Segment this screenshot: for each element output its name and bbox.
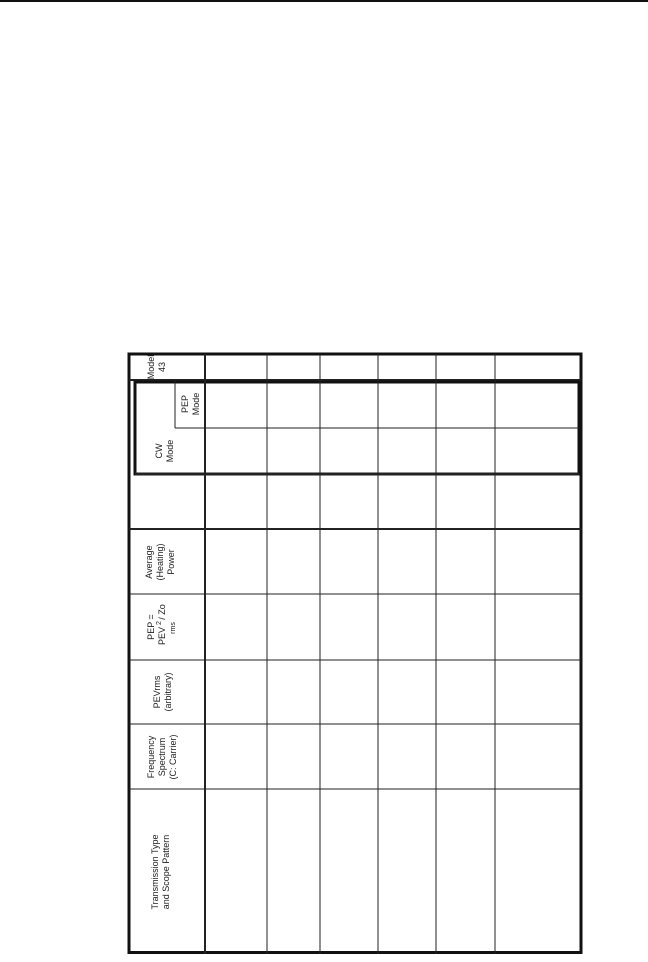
header-pep-mode: PEP	[180, 394, 190, 414]
header-average: Average	[144, 545, 154, 579]
header-spectrum: Frequency	[146, 735, 156, 779]
header-average: Power	[166, 549, 176, 575]
header-pep-mode: Mode	[191, 392, 201, 416]
header-pep-exp: 2	[156, 621, 163, 625]
header-transmission: Transmission Type	[150, 834, 160, 910]
header-spectrum: (C: Carrier)	[168, 734, 178, 780]
header-pep-sub: rms	[170, 622, 177, 634]
header-cw-mode: CW	[154, 443, 164, 459]
header-pep: PEP =	[146, 614, 156, 640]
header-pevrms: PEVrms	[152, 675, 162, 709]
header-pep: / Zo	[157, 604, 167, 620]
header-pevrms: (arbitrary)	[163, 672, 173, 712]
header-transmission: and Scope Pattern	[161, 834, 171, 910]
power-measurement-table	[124, 322, 598, 954]
header-model43: Model	[146, 354, 156, 380]
header-pep: PEV	[157, 626, 167, 646]
header-spectrum: Spectrum	[157, 737, 167, 777]
header-model43: 43	[157, 361, 167, 373]
table-border	[129, 354, 581, 953]
header-average: (Heating)	[155, 543, 165, 581]
header-cw-mode: Mode	[165, 439, 175, 463]
header-row	[144, 355, 201, 910]
rotated-table-page	[124, 322, 598, 954]
page-top-rule	[0, 0, 648, 2]
